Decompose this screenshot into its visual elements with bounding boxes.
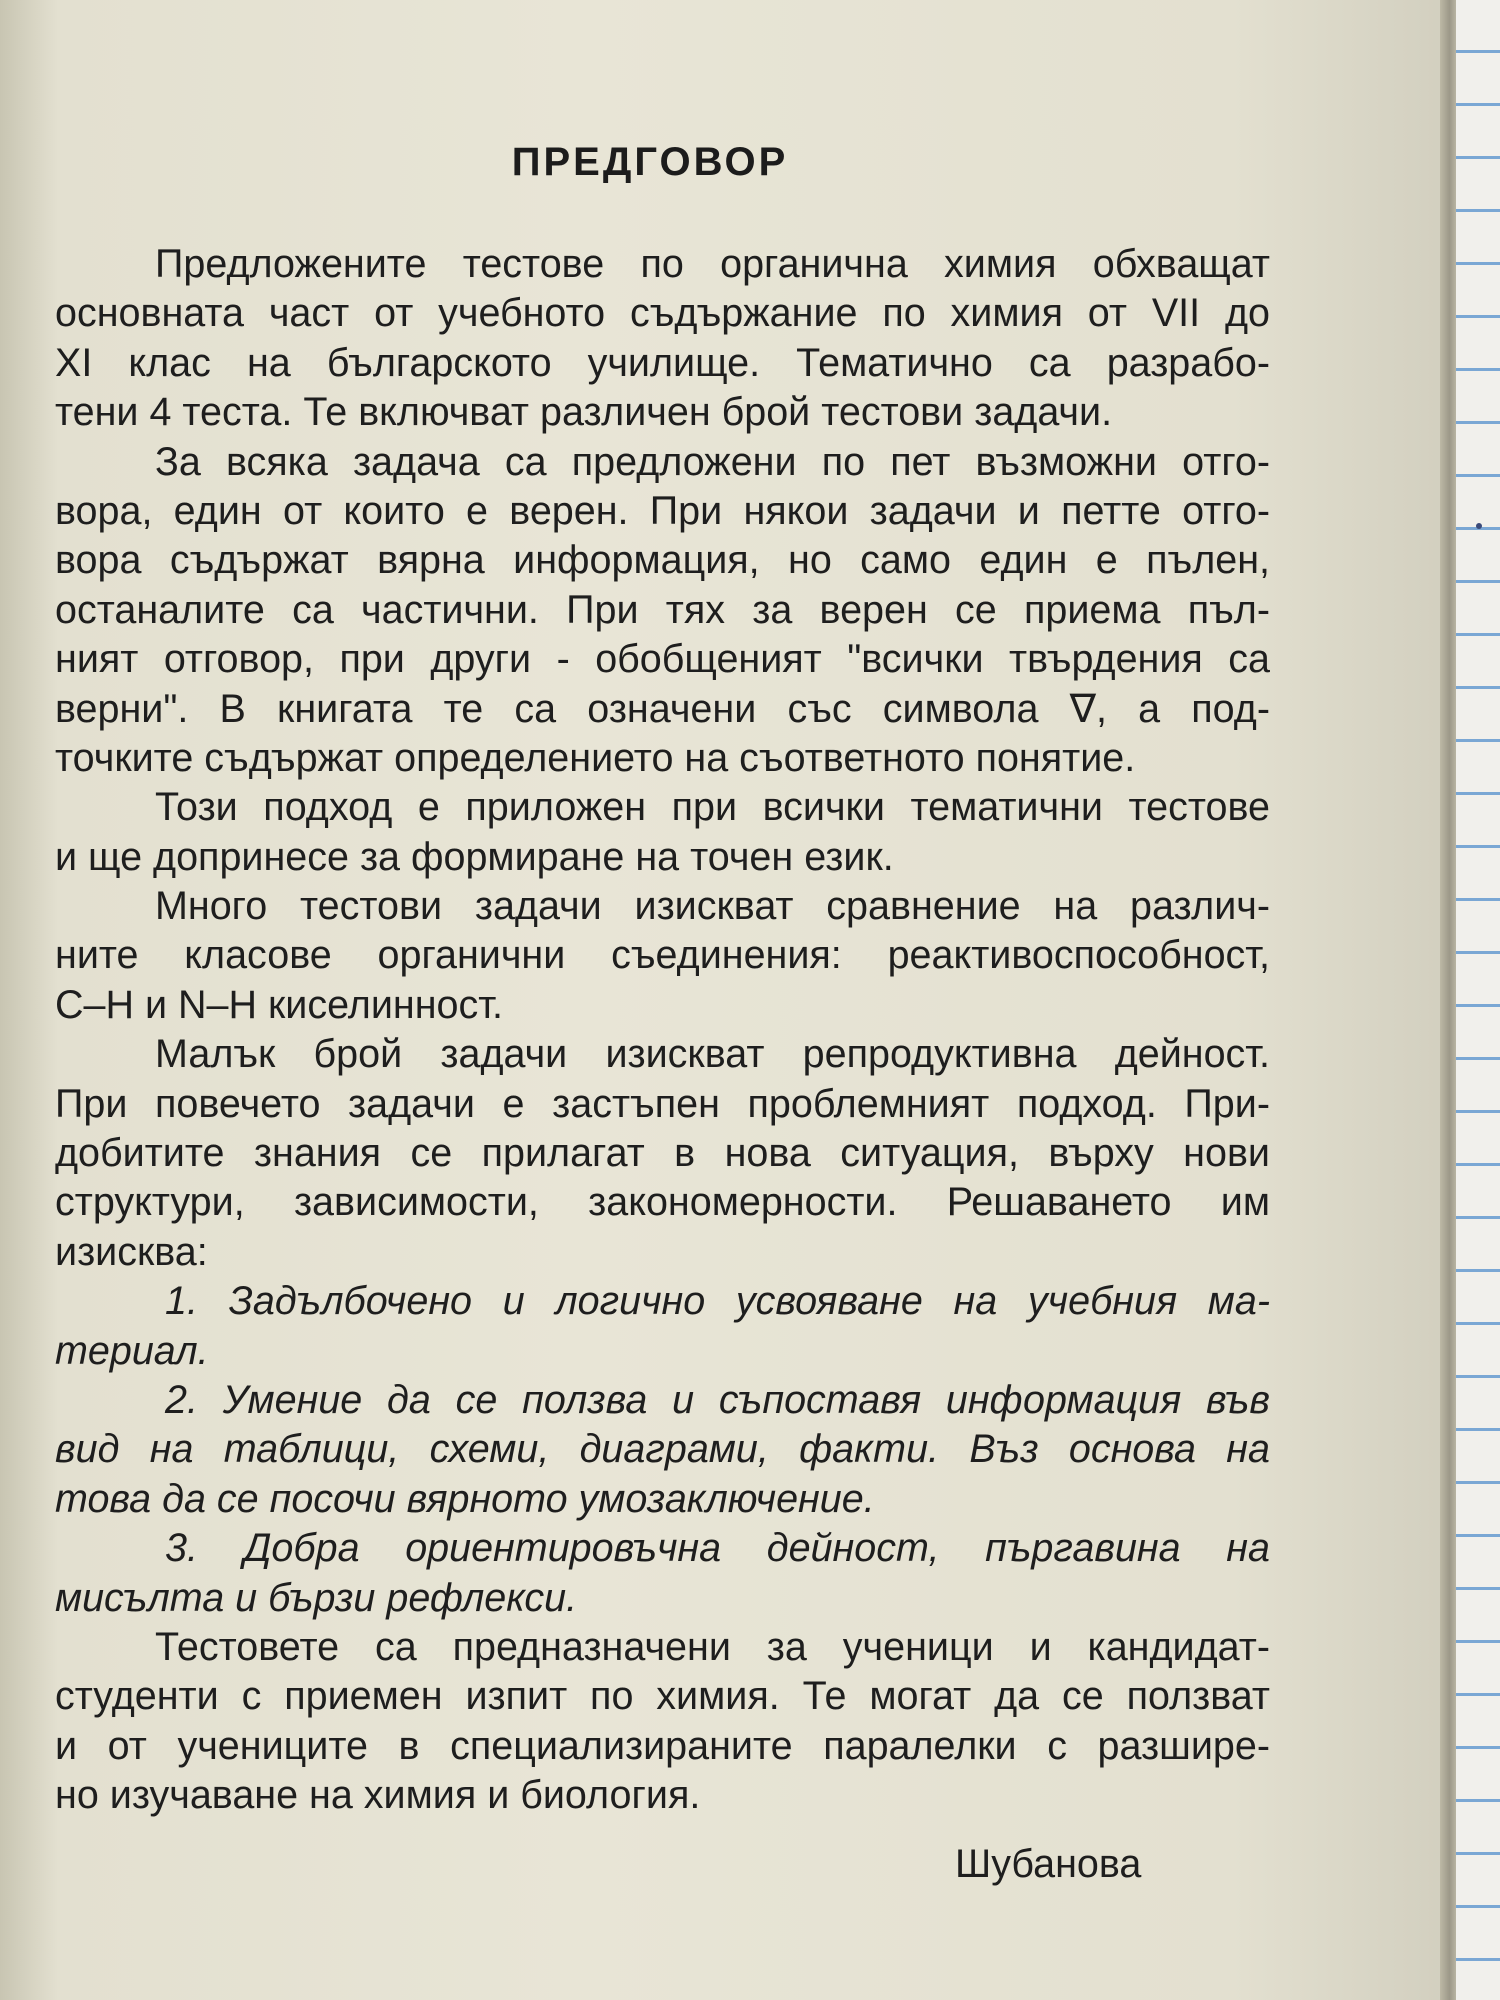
- text-line: При повечето задачи е застъпен проблемният подход. При-: [55, 1081, 1270, 1126]
- text-line: ният отговор, при други - обобщеният "всички твърдения са: [55, 637, 1270, 682]
- text-line: но изучаване на химия и биология.: [55, 1773, 701, 1818]
- body-text: [55, 240, 1270, 1821]
- text-line: точките съдържат определението на съответното понятие.: [55, 735, 1136, 780]
- author-signature: Шубанова: [955, 1842, 1142, 1886]
- page-title: ПРЕДГОВОР: [511, 140, 789, 184]
- text-line: и ще допринесе за формиране на точен език.: [55, 834, 894, 879]
- text-line: Малък брой задачи изискват репродуктивна дейност.: [155, 1032, 1270, 1077]
- text-line: ните класове органични съединения: реактивоспособност,: [55, 933, 1270, 978]
- list-item: 2. Умение да се ползва и съпоставя информация във: [165, 1377, 1270, 1422]
- notebook-background: [1456, 0, 1500, 2000]
- list-item: териал.: [55, 1328, 209, 1373]
- text-line: основната част от учебното съдържание по химия от VII до: [55, 291, 1270, 336]
- notebook-mark: [1476, 523, 1482, 529]
- list-item: вид на таблици, схеми, диаграми, факти. Въз основа на: [55, 1427, 1270, 1472]
- text-line: Много тестови задачи изискват сравнение на различ-: [155, 884, 1270, 929]
- text-line: За всяка задача са предложени по пет възможни отго-: [155, 439, 1270, 484]
- text-line: Този подход е приложен при всички тематични тестове: [155, 785, 1270, 830]
- text-line: тени 4 теста. Те включват различен брой тестови задачи.: [55, 390, 1113, 435]
- text-line: добитите знания се прилагат в нова ситуация, върху нови: [55, 1131, 1270, 1176]
- list-item: 3. Добра ориентировъчна дейност, пъргавина на: [165, 1526, 1270, 1571]
- text-line: студенти с приемен изпит по химия. Те могат да се ползват: [55, 1674, 1270, 1719]
- list-item: 1. Задълбочено и логично усвояване на учебния ма-: [165, 1279, 1270, 1324]
- text-line: и от учениците в специализираните паралелки с разшире-: [55, 1723, 1270, 1768]
- list-item: това да се посочи вярното умозаключение.: [55, 1476, 875, 1521]
- text-line: XI клас на българското училище. Тематично са разрабо-: [55, 340, 1270, 385]
- text-line: структури, зависимости, закономерности. Решаването им: [55, 1180, 1270, 1225]
- text-line: C–H и N–H киселинност.: [55, 982, 503, 1027]
- text-line: Тестовете са предназначени за ученици и кандидат-: [155, 1624, 1270, 1669]
- text-line: вора съдържат вярна информация, но само един е пълен,: [55, 538, 1270, 583]
- text-line: останалите са частични. При тях за верен се приема пъл-: [55, 587, 1270, 632]
- text-line: верни". В книгата те са означени със символа ∇, а под-: [55, 686, 1270, 731]
- text-line: Предложените тестове по органична химия обхващат: [155, 242, 1270, 286]
- text-line: вора, един от които е верен. При някои задачи и петте отго-: [55, 488, 1270, 533]
- text-line: изисква:: [55, 1229, 208, 1274]
- page-edge-shadow: [1440, 0, 1456, 2000]
- list-item: мисълта и бързи рефлекси.: [55, 1575, 578, 1620]
